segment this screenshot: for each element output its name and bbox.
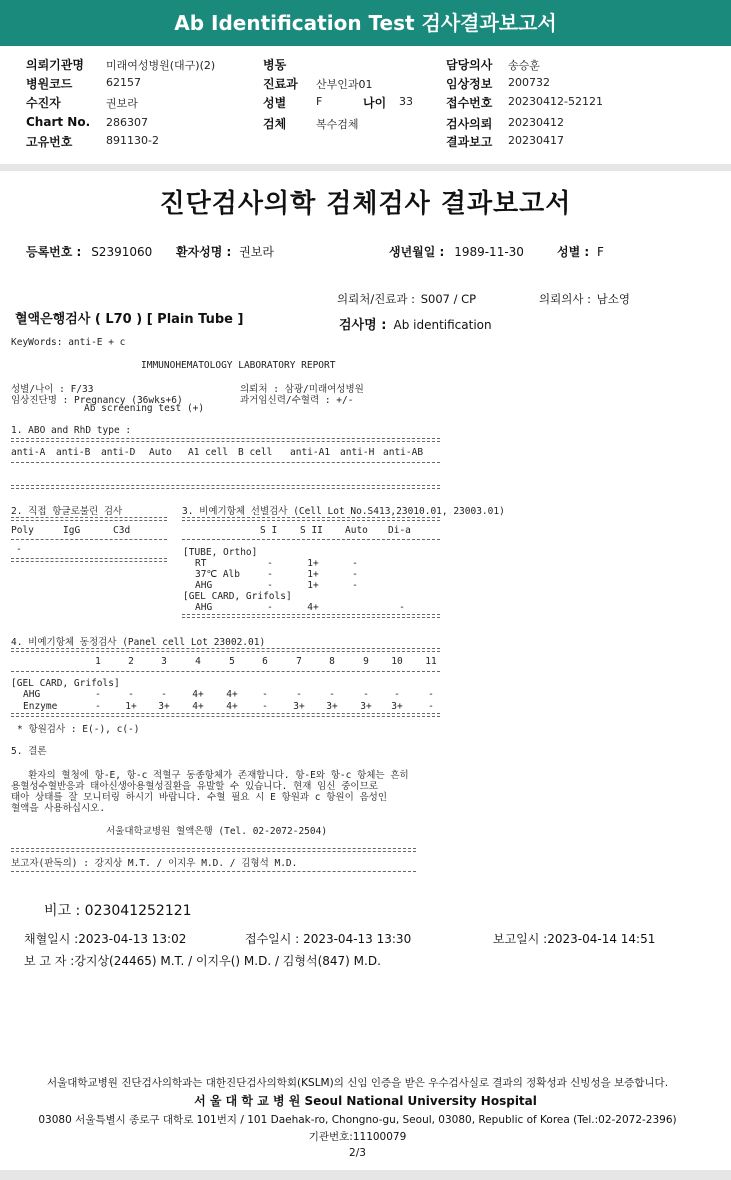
header-label: 검체 (263, 117, 287, 131)
abo-col-anti-a: anti-A (11, 447, 46, 458)
section3-title: 3. 비예기항체 선별검사 (Cell Lot No.S413,23010.01, 23003.01) (182, 506, 505, 517)
reporter2-value: 강지상(24465) M.T. / 이지우() M.D. / 김형석(847) M.D. (74, 954, 381, 968)
header-value: 미래여성병원(대구)(2) (106, 59, 216, 72)
screen-row-name: AHG (195, 580, 213, 591)
abo-col-anti-h: anti-H (340, 447, 375, 458)
reporter2-label: 보 고 자 : (24, 954, 75, 968)
abo-col-a1-cell: A1 cell (188, 447, 229, 458)
screen-cell: 1+ (307, 569, 319, 580)
panel-col-1: 1 (95, 656, 101, 667)
result-document (0, 171, 731, 1170)
panel-row-name: AHG (23, 689, 41, 700)
footer-certification: 서울대학교병원 진단검사의학과는 대한진단검사의학회(KSLM)의 신임 인증을 받은 우수검사실로 결과의 정확성과 신빙성을 보증합니다. (46, 1077, 669, 1089)
keywords: KeyWords: anti-E + c (11, 337, 126, 348)
header-label: 수진자 (26, 96, 61, 110)
section5-title: 5. 결론 (11, 746, 47, 757)
header-label: 접수번호 (446, 96, 493, 110)
footer-address: 03080 서울특별시 종로구 대학로 101번지 / 101 Daehak-ro, Chongno-gu, Seoul, 03080, Republic of Korea (Tel.:02-2072-2396) (38, 1114, 677, 1126)
blood-bank-line: 서울대학교병원 혈액은행 (Tel. 02-2072-2504) (106, 826, 328, 837)
sex-label: 성별 : (557, 245, 590, 259)
receive-value: 2023-04-13 13:30 (303, 932, 412, 946)
dob-value: 1989-11-30 (454, 245, 524, 259)
panel-col-7: 7 (296, 656, 302, 667)
info-screening: Ab screening test (+) (84, 403, 205, 414)
screen-col-s1: S I (260, 525, 278, 536)
section4-title: 4. 비예기항체 동정검사 (Panel cell Lot 23002.01) (11, 637, 266, 648)
collect-value: 2023-04-13 13:02 (78, 932, 187, 946)
screen-cell: - (267, 569, 273, 580)
panel-cell: - (329, 689, 335, 700)
header-label: 병원코드 (26, 77, 73, 91)
header-value: 권보라 (106, 97, 138, 110)
screen-cell: - (352, 558, 358, 569)
doctor-label: 의뢰의사 : (539, 292, 591, 306)
panel-cell: 3+ (158, 701, 170, 712)
reporter-line: 보고자(판독의) : 강지상 M.T. / 이지우 M.D. / 김형석 M.D. (11, 858, 298, 869)
dept-value: S007 / CP (420, 292, 477, 306)
panel-col-2: 2 (128, 656, 134, 667)
panel-cell: - (95, 701, 101, 712)
test-group: 혈액은행검사 ( L70 ) [ Plain Tube ] (15, 312, 244, 327)
header-label: 성별 (263, 96, 287, 110)
receive-label: 접수일시 : (245, 932, 300, 946)
panel-cell: - (262, 701, 268, 712)
abo-col-anti-a1: anti-A1 (290, 447, 331, 458)
panel-cell: - (161, 689, 167, 700)
panel-cell: 3+ (326, 701, 338, 712)
header-label: 병동 (263, 58, 287, 72)
dob-label: 생년월일 : (389, 245, 445, 259)
dat-col-igg: IgG (63, 525, 81, 536)
footer-hospital: 서 울 대 학 교 병 원 Seoul National University Hospital (194, 1094, 537, 1108)
header-label: 의뢰기관명 (26, 58, 84, 72)
panel-cell: - (428, 689, 434, 700)
panel-cell: 3+ (293, 701, 305, 712)
screen-row-name: RT (195, 558, 207, 569)
header-value: 산부인과01 (316, 78, 373, 91)
panel-cell: - (95, 689, 101, 700)
panel-col-4: 4 (195, 656, 201, 667)
panel-col-11: 11 (425, 656, 437, 667)
screen-row-name: AHG (195, 602, 213, 613)
remark-value: 023041252121 (84, 903, 192, 919)
screen-cell: - (267, 558, 273, 569)
screen-cell: 4+ (307, 602, 319, 613)
header-value: 891130-2 (106, 134, 159, 147)
panel-col-3: 3 (161, 656, 167, 667)
dat-result: - (16, 544, 22, 555)
report-date-value: 2023-04-14 14:51 (547, 932, 656, 946)
reg-no-value: S2391060 (91, 245, 153, 259)
age-value: 33 (399, 95, 413, 108)
age-label: 나이 (363, 96, 387, 110)
screen-cell: - (267, 602, 273, 613)
panel-cell: - (428, 701, 434, 712)
panel-cell: 4+ (192, 701, 204, 712)
panel-cell: 3+ (360, 701, 372, 712)
panel-cell: 4+ (226, 701, 238, 712)
dept-label: 의뢰처/진료과 : (337, 292, 416, 306)
header-label: 담당의사 (446, 58, 493, 72)
abo-col-anti-b: anti-B (56, 447, 91, 458)
doctor-value: 남소영 (596, 292, 630, 306)
abo-col-anti-ab: anti-AB (383, 447, 424, 458)
panel-cell: - (363, 689, 369, 700)
panel-cell: - (128, 689, 134, 700)
abo-col-anti-d: anti-D (101, 447, 136, 458)
screen-col-s2: S II (300, 525, 323, 536)
section1-title: 1. ABO and RhD type : (11, 425, 132, 436)
antigen-test: * 항원검사 : E(-), c(-) (17, 724, 140, 735)
header-value: F (316, 95, 323, 108)
dat-col-poly: Poly (11, 525, 34, 536)
info-diagnosis: 임상진단명 : Pregnancy (36wks+6) (11, 395, 183, 406)
panel-col-8: 8 (329, 656, 335, 667)
conclusion-line: 혈액을 사용하십시오. (11, 803, 106, 814)
screen-col-auto: Auto (345, 525, 368, 536)
section2-title: 2. 직접 항글로불린 검사 (11, 506, 123, 517)
report-title-bar: Ab Identification Test 검사결과보고서 (0, 0, 731, 46)
collect-label: 채혈일시 : (24, 932, 79, 946)
dat-col-c3d: C3d (113, 525, 131, 536)
header-label: 임상정보 (446, 77, 493, 91)
screen-cell: - (399, 602, 405, 613)
screen-col-dia: Di-a (388, 525, 411, 536)
info-history: 과거임신력/수혈력 : +/- (240, 395, 354, 406)
header-value: 20230412 (508, 116, 564, 129)
remark-label: 비고 : (44, 903, 81, 919)
screen-tube-label: [TUBE, Ortho] (183, 547, 258, 558)
screen-cell: - (352, 580, 358, 591)
document-title: 진단검사의학 검체검사 결과보고서 (159, 189, 572, 219)
conclusion-line: 용혈성수혈반응과 태아신생아용혈성질환을 유발할 수 있습니다. 현재 임신 중이므로 (11, 781, 378, 792)
header-label: 검사의뢰 (446, 117, 493, 131)
panel-cell: - (394, 689, 400, 700)
info-sex-age: 성별/나이 : F/33 (11, 384, 94, 395)
header-label: 고유번호 (26, 135, 73, 149)
header-value: 286307 (106, 116, 148, 129)
screen-cell: - (352, 569, 358, 580)
panel-gel-label: [GEL CARD, Grifols] (11, 678, 120, 689)
patient-name-value: 권보라 (239, 245, 274, 259)
reg-no-label: 등록번호 : (26, 245, 82, 259)
header-label: 결과보고 (446, 135, 493, 149)
panel-row-name: Enzyme (23, 701, 58, 712)
panel-cell: - (262, 689, 268, 700)
screen-cell: 1+ (307, 580, 319, 591)
panel-cell: 1+ (125, 701, 137, 712)
panel-cell: 3+ (391, 701, 403, 712)
report-date-label: 보고일시 : (493, 932, 548, 946)
footer-institution-no: 기관번호:11100079 (308, 1131, 407, 1143)
report-header (0, 46, 731, 164)
screen-row-name: 37℃ Alb (195, 569, 240, 580)
header-value: 복수검체 (316, 118, 359, 131)
page-number: 2/3 (349, 1147, 366, 1159)
patient-name-label: 환자성명 : (176, 245, 232, 259)
header-value: 20230412-52121 (508, 95, 603, 108)
test-name-label: 검사명 : (339, 318, 387, 333)
conclusion-line: 환자의 혈청에 항-E, 항-c 적혈구 동종항체가 존재합니다. 항-E와 항-c 항체는 흔히 (11, 770, 409, 781)
abo-col-auto: Auto (149, 447, 172, 458)
panel-cell: - (296, 689, 302, 700)
screen-cell: 1+ (307, 558, 319, 569)
info-requester: 의뢰처 : 삼광/미래여성병원 (240, 384, 364, 395)
abo-col-b-cell: B cell (238, 447, 273, 458)
header-value: 200732 (508, 76, 550, 89)
header-value: 62157 (106, 76, 141, 89)
sex-value: F (597, 245, 604, 259)
header-value: 20230417 (508, 134, 564, 147)
panel-col-10: 10 (391, 656, 403, 667)
panel-cell: 4+ (192, 689, 204, 700)
panel-col-6: 6 (262, 656, 268, 667)
header-label: Chart No. (26, 115, 91, 129)
test-name-value: Ab identification (393, 318, 492, 332)
header-label: 진료과 (263, 77, 298, 91)
screen-cell: - (267, 580, 273, 591)
panel-cell: 4+ (226, 689, 238, 700)
lab-report-title: IMMUNOHEMATOLOGY LABORATORY REPORT (141, 360, 336, 371)
panel-col-9: 9 (363, 656, 369, 667)
conclusion-line: 태아 상태를 잘 모니터링 하시기 바랍니다. 수혈 필요 시 E 항원과 c 항원이 음성인 (11, 792, 387, 803)
header-value: 송승훈 (508, 59, 540, 72)
panel-col-5: 5 (229, 656, 235, 667)
screen-gel-label: [GEL CARD, Grifols] (183, 591, 292, 602)
